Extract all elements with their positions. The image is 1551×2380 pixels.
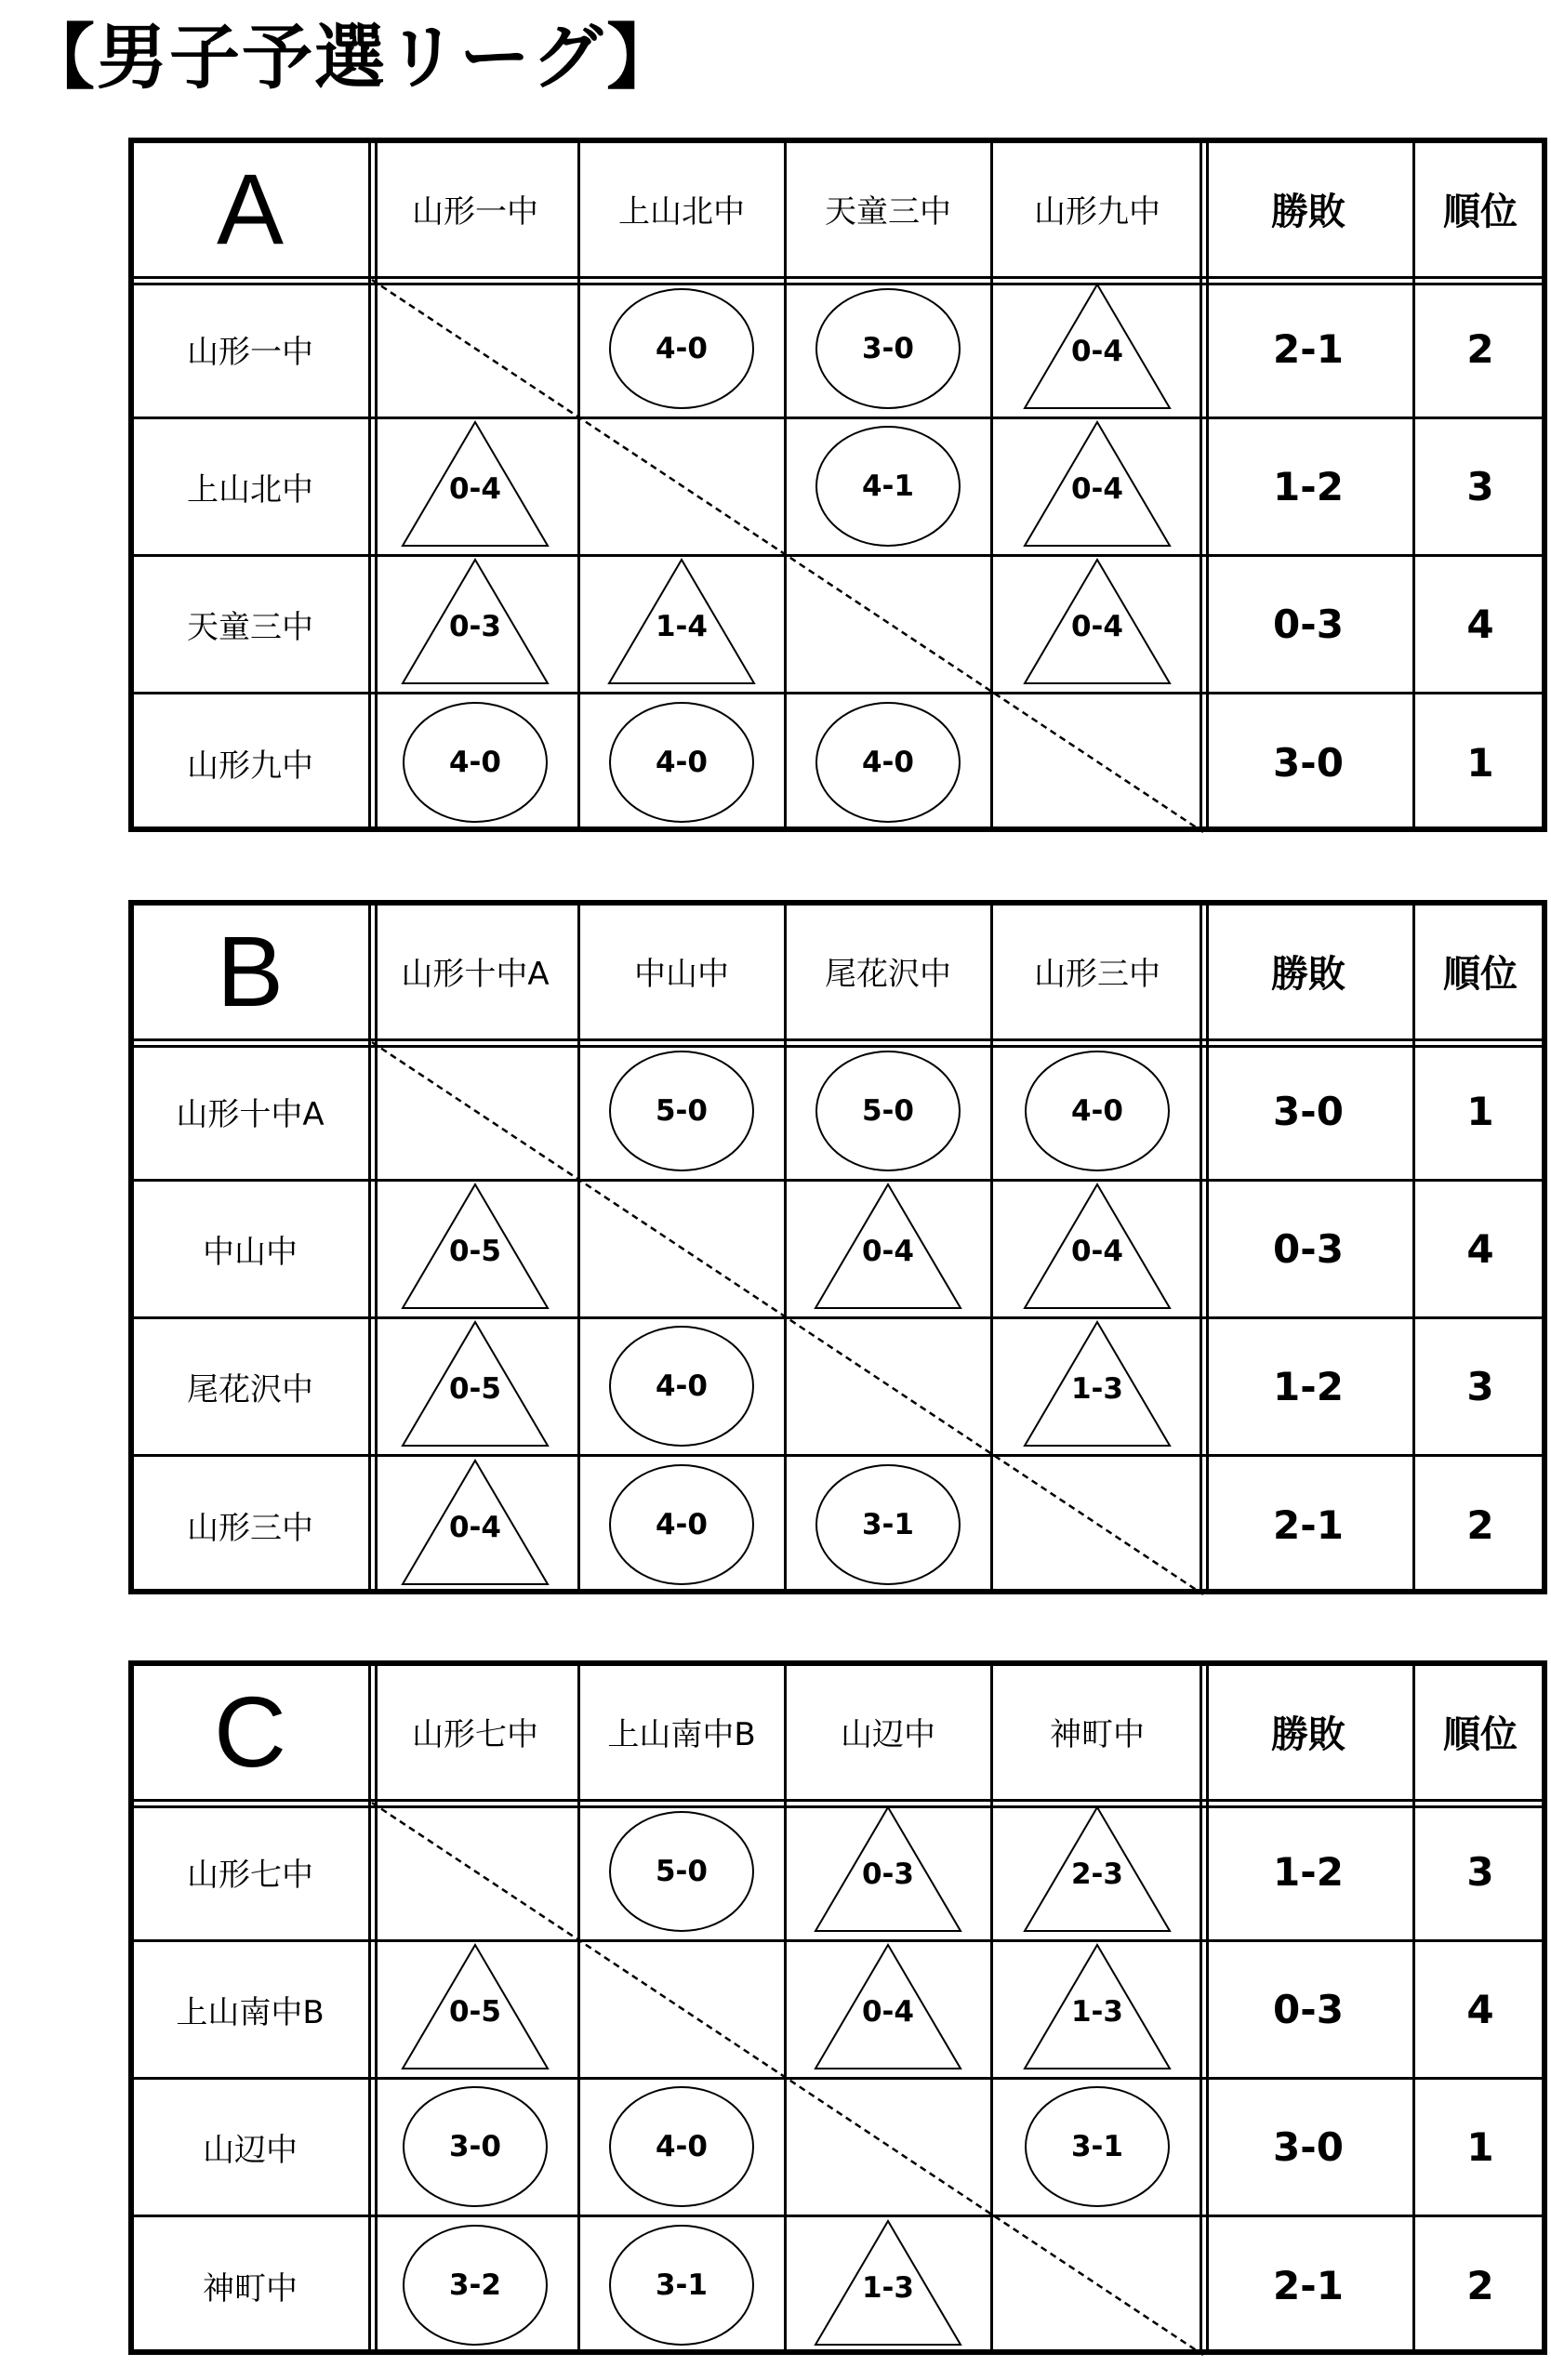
league-name: C (214, 1675, 286, 1788)
opponent-header: 山辺中 (841, 1716, 935, 1753)
self-match-cell (785, 555, 991, 693)
team-name: 山形一中 (187, 333, 313, 371)
team-name: 上山北中 (187, 470, 313, 509)
match-score: 0-4 (1070, 1235, 1123, 1268)
rank-header: 順位 (1443, 191, 1518, 233)
match-score: 4-0 (448, 746, 501, 779)
opponent-header: 上山北中 (618, 193, 745, 231)
team-name: 天童三中 (187, 608, 313, 646)
win-loss-record: 1-2 (1273, 1848, 1344, 1895)
match-score: 5-0 (655, 1855, 708, 1888)
win-loss-record: 3-0 (1273, 1088, 1344, 1134)
win-loss-record: 2-1 (1273, 1501, 1344, 1548)
league-table-b (128, 900, 1551, 1602)
team-name: 中山中 (203, 1233, 298, 1271)
match-result-cell (991, 2078, 1203, 2215)
match-result-cell (991, 417, 1203, 555)
self-match-cell (578, 1940, 785, 2078)
match-score: 4-0 (655, 2130, 708, 2163)
result-header: 勝敗 (1271, 191, 1346, 233)
match-score: 1-4 (655, 610, 708, 643)
match-result-cell (372, 1455, 578, 1594)
match-score: 4-0 (861, 746, 914, 779)
match-score: 0-4 (1070, 472, 1123, 506)
match-score: 0-3 (448, 610, 501, 643)
opponent-header: 山形七中 (412, 1716, 538, 1753)
match-score: 3-0 (448, 2130, 501, 2163)
page-title: 【男子予選リーグ】 (24, 16, 680, 99)
rank-value: 1 (1466, 739, 1494, 786)
match-score: 4-0 (655, 746, 708, 779)
match-result-cell (372, 1180, 578, 1317)
win-loss-record: 1-2 (1273, 1363, 1344, 1409)
match-result-cell (578, 2078, 785, 2215)
opponent-header: 上山南中B (607, 1716, 756, 1753)
match-score: 3-2 (448, 2268, 501, 2302)
match-score: 3-1 (655, 2268, 708, 2302)
match-score: 0-5 (448, 1372, 501, 1406)
opponent-header: 山形三中 (1034, 956, 1160, 993)
league-name: B (216, 915, 285, 1027)
win-loss-record: 1-2 (1273, 463, 1344, 509)
match-score: 0-3 (861, 1858, 914, 1891)
match-score: 4-0 (655, 1369, 708, 1403)
match-result-cell (578, 1803, 785, 1940)
match-result-cell (578, 1042, 785, 1180)
match-result-cell (372, 2215, 578, 2355)
opponent-header: 山形一中 (412, 193, 538, 231)
match-result-cell (991, 1803, 1203, 1940)
opponent-header: 尾花沢中 (825, 956, 951, 993)
match-score: 4-0 (655, 1508, 708, 1541)
match-result-cell (785, 1180, 991, 1317)
team-name: 山辺中 (203, 2131, 298, 2169)
match-score: 3-1 (861, 1508, 914, 1541)
team-name: 山形三中 (187, 1509, 313, 1547)
win-loss-record: 3-0 (1273, 2123, 1344, 2170)
match-result-cell (578, 2215, 785, 2355)
match-score: 2-3 (1070, 1858, 1123, 1891)
match-score: 3-0 (861, 332, 914, 365)
result-header: 勝敗 (1271, 953, 1346, 996)
rank-value: 4 (1466, 601, 1494, 647)
team-name: 山形九中 (187, 747, 313, 785)
match-score: 1-3 (1070, 1995, 1123, 2029)
team-name: 神町中 (203, 2269, 298, 2307)
match-score: 5-0 (861, 1094, 914, 1128)
opponent-header: 山形九中 (1034, 193, 1160, 231)
win-loss-record: 0-3 (1273, 1225, 1344, 1272)
match-score: 1-3 (861, 2271, 914, 2305)
opponent-header: 中山中 (634, 956, 729, 993)
match-score: 3-1 (1070, 2130, 1123, 2163)
match-result-cell (578, 1455, 785, 1594)
match-result-cell (578, 555, 785, 693)
match-score: 4-1 (861, 469, 914, 503)
match-result-cell (785, 417, 991, 555)
rank-value: 1 (1466, 2123, 1494, 2170)
match-result-cell (785, 1940, 991, 2078)
win-loss-record: 3-0 (1273, 739, 1344, 786)
win-loss-record: 2-1 (1273, 2262, 1344, 2308)
rank-value: 4 (1466, 1986, 1494, 2032)
match-result-cell (578, 280, 785, 417)
match-result-cell (372, 417, 578, 555)
match-result-cell (991, 1180, 1203, 1317)
rank-value: 2 (1466, 325, 1494, 372)
team-name: 尾花沢中 (187, 1370, 313, 1408)
league-table-a (128, 138, 1551, 840)
match-result-cell (578, 1317, 785, 1455)
opponent-header: 山形十中A (401, 956, 550, 993)
opponent-header: 神町中 (1050, 1716, 1145, 1753)
match-result-cell (785, 693, 991, 832)
match-result-cell (372, 1940, 578, 2078)
match-result-cell (991, 1042, 1203, 1180)
opponent-header: 天童三中 (825, 193, 951, 231)
match-score: 0-4 (861, 1995, 914, 2029)
self-match-cell (372, 280, 578, 417)
rank-header: 順位 (1443, 1713, 1518, 1756)
rank-value: 3 (1466, 463, 1494, 509)
match-score: 0-4 (1070, 335, 1123, 368)
match-result-cell (372, 555, 578, 693)
win-loss-record: 0-3 (1273, 601, 1344, 647)
team-name: 山形七中 (187, 1856, 313, 1894)
match-score: 1-3 (1070, 1372, 1123, 1406)
match-result-cell (372, 2078, 578, 2215)
match-score: 4-0 (655, 332, 708, 365)
self-match-cell (578, 1180, 785, 1317)
rank-header: 順位 (1443, 953, 1518, 996)
match-score: 0-5 (448, 1235, 501, 1268)
match-score: 5-0 (655, 1094, 708, 1128)
win-loss-record: 2-1 (1273, 325, 1344, 372)
match-result-cell (991, 280, 1203, 417)
rank-value: 3 (1466, 1848, 1494, 1895)
self-match-cell (372, 1042, 578, 1180)
self-match-cell (991, 1455, 1203, 1594)
match-score: 4-0 (1070, 1094, 1123, 1128)
self-match-cell (785, 1317, 991, 1455)
team-name: 山形十中A (176, 1095, 325, 1133)
match-score: 0-4 (1070, 610, 1123, 643)
match-result-cell (785, 1455, 991, 1594)
rank-value: 1 (1466, 1088, 1494, 1134)
win-loss-record: 0-3 (1273, 1986, 1344, 2032)
match-result-cell (785, 2215, 991, 2355)
match-result-cell (785, 1803, 991, 1940)
self-match-cell (991, 2215, 1203, 2355)
match-result-cell (991, 1317, 1203, 1455)
self-match-cell (578, 417, 785, 555)
self-match-cell (991, 693, 1203, 832)
match-result-cell (991, 1940, 1203, 2078)
match-result-cell (785, 1042, 991, 1180)
match-score: 0-4 (448, 1511, 501, 1544)
match-result-cell (991, 555, 1203, 693)
result-header: 勝敗 (1271, 1713, 1346, 1756)
match-result-cell (372, 1317, 578, 1455)
rank-value: 2 (1466, 1501, 1494, 1548)
self-match-cell (372, 1803, 578, 1940)
match-score: 0-4 (861, 1235, 914, 1268)
rank-value: 4 (1466, 1225, 1494, 1272)
rank-value: 2 (1466, 2262, 1494, 2308)
league-name: A (216, 152, 285, 265)
match-result-cell (372, 693, 578, 832)
self-match-cell (785, 2078, 991, 2215)
league-table-c (128, 1660, 1551, 2362)
team-name: 上山南中B (176, 1993, 325, 2031)
match-result-cell (578, 693, 785, 832)
match-score: 0-5 (448, 1995, 501, 2029)
match-result-cell (785, 280, 991, 417)
rank-value: 3 (1466, 1363, 1494, 1409)
match-score: 0-4 (448, 472, 501, 506)
